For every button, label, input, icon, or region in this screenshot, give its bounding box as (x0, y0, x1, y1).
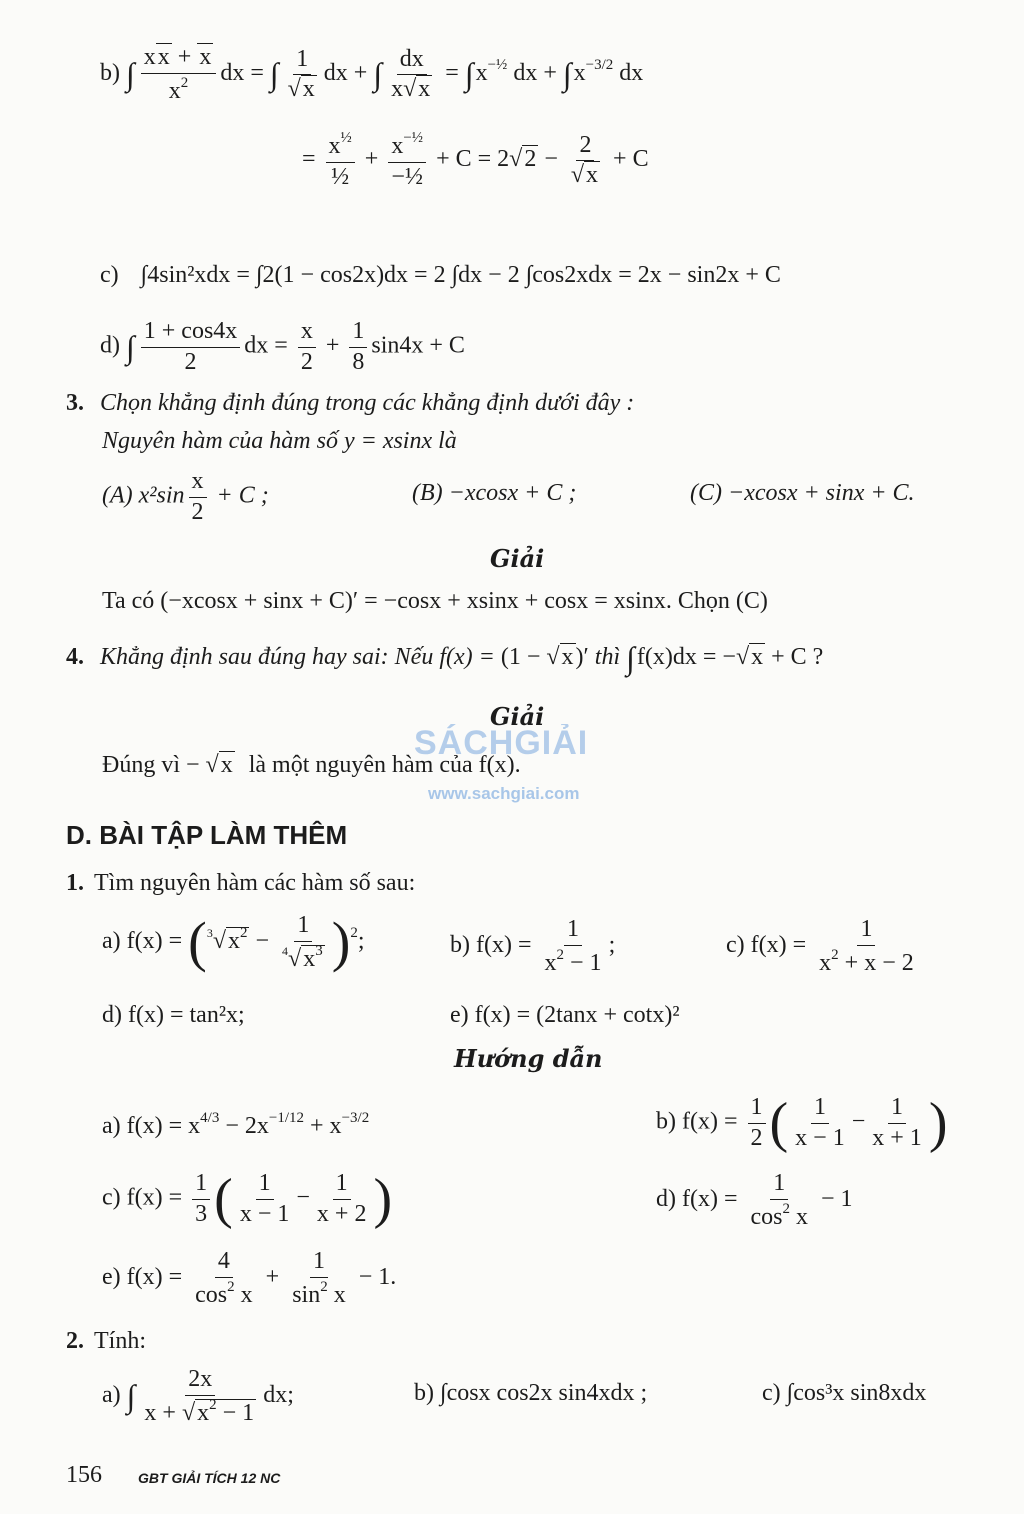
ex3-line1: Chọn khẳng định đúng trong các khẳng định dưới đây : (100, 390, 635, 416)
section-d-title: D. BÀI TẬP LÀM THÊM (66, 820, 348, 850)
ex3-option-c: (C) −xcosx + sinx + C. (690, 480, 915, 506)
ex2-d-label: d) (100, 332, 120, 359)
ex3-option-b: (B) −xcosx + C ; (412, 480, 577, 506)
fraction: $\frac{x^{\frac{1}{2}}}{\text{½}}$ (326, 130, 355, 191)
section-d-q1: 1. Tìm nguyên hàm các hàm số sau: (66, 870, 416, 896)
ex3-solution: Ta có (−xcosx + sinx + C)′ = −cosx + xsinx + cosx = xsinx. Chọn (C) (102, 588, 768, 614)
ex4-question: 4. Khẳng định sau đúng hay sai: Nếu f(x) = (1 − √x)′ thì ∫f(x)dx = −√x + C ? (66, 640, 824, 676)
book-title: GBT GIẢI TÍCH 12 NC (138, 1470, 281, 1486)
section-d-q2: 2. Tính: (66, 1328, 146, 1354)
fraction: $\frac{x}{2}$ (298, 318, 316, 376)
fraction: $\frac{1}{x^2 + x - 2}$ (819, 916, 914, 976)
fraction: $\frac{1}{3}$ (192, 1170, 210, 1228)
ex3-solution-heading: Giải (490, 544, 545, 573)
hint-b: b) f(x) = $\frac{1}{2}$ ( $\frac{1}{x - 1}$ − $\frac{1}{x + 1}$ ) (656, 1092, 948, 1155)
ex3-line2: Nguyên hàm của hàm số y = xsinx là (102, 428, 457, 454)
fraction: $\frac{x}{2}$ (189, 468, 207, 526)
hint-a: a) $f(x) = x^{4/3} - 2x^{-1/12} + x^{-3/2}$ (102, 1110, 370, 1139)
fraction: $\frac{dx}{x√x}$ (391, 45, 431, 103)
fraction: $\frac{1}{\sin^2 x}$ (292, 1248, 346, 1308)
ex2-b-line1: b) ∫ $\frac{xx + x}{x^2}$ dx = ∫ $\frac{1}{√x}$ dx + ∫ $\frac{dx}{x√x}$ = $\int x^{-\frac{1}{2}}$ dx + $\int x^{-3/2}$ dx (100, 44, 644, 104)
fraction: $\frac{1}{^4√x^3}$ (282, 912, 323, 972)
page-number: 156 (66, 1462, 102, 1488)
hint-c: c) f(x) = $\frac{1}{3}$ ( $\frac{1}{x - 1}$ − $\frac{1}{x + 2}$ ) (102, 1168, 393, 1231)
fraction: $\frac{1}{x + 2}$ (316, 1170, 367, 1227)
ex2-d: d) ∫ $\frac{1 + \cos 4x}{2}$ dx = $\frac{x}{2}$ + $\frac{1}{8}$ sin4x + C (100, 318, 465, 375)
fraction: $\frac{x^{-\frac{1}{2}}}{\text{−½}}$ (388, 130, 426, 191)
q1-b: b) f(x) = $\frac{1}{x^2 - 1}$ ; (450, 916, 616, 976)
q1-a: a) $f(x) = (^3√x^2$ − $\frac{1}{^4√x^3}$ )$^2$; (102, 911, 365, 974)
watermark-brand: SÁCHGIẢI (414, 724, 589, 762)
q1-d: d) f(x) = tan²x; (102, 1002, 245, 1028)
fraction: $\frac{1 + \cos 4x}{2}$ (141, 318, 241, 376)
ex4-number: 4. (66, 644, 84, 671)
q2-a: a) ∫ $\frac{2x}{x + √x^2 - 1}$ dx; (102, 1366, 294, 1426)
hint-heading: Hướng dẫn (454, 1044, 603, 1073)
q1-c: c) f(x) = $\frac{1}{x^2 + x - 2}$ (726, 916, 921, 977)
fraction: $\frac{1}{x - 1}$ (795, 1094, 845, 1151)
hint-d: d) f(x) = $\frac{1}{\cos^2 x}$ − 1 (656, 1170, 853, 1230)
ex2-c-label: c) (100, 262, 119, 288)
q1-e: e) f(x) = (2tanx + cotx)² (450, 1002, 680, 1028)
fraction: $\frac{1}{8}$ (349, 318, 367, 376)
fraction: $\frac{2}{√x}$ (570, 131, 599, 189)
fraction: $\frac{2x}{x + √x^2 - 1}$ (144, 1366, 255, 1426)
ex2-b-line2: = $\frac{x^{\frac{1}{2}}}{\text{½}}$ + $\frac{x^{-\frac{1}{2}}}{\text{−½}}$ + C = 2√2 − $\frac{2}{√x}$ + C (302, 130, 649, 190)
fraction: $\frac{4}{\cos^2 x}$ (195, 1248, 253, 1308)
watermark-url: www.sachgiai.com (428, 784, 580, 803)
ex3-option-a: (A) x²sin $\frac{x}{2}$ + C ; (102, 468, 269, 525)
fraction: $\frac{1}{2}$ (748, 1094, 766, 1152)
fraction: $\frac{1}{\cos^2 x}$ (750, 1170, 809, 1230)
fraction: $\frac{1}{x^2 - 1}$ (544, 916, 602, 976)
ex3-question (66, 390, 634, 417)
ex2-b-label: b) (100, 60, 120, 87)
ex2-c (100, 262, 781, 289)
fraction: $\frac{1}{x - 1}$ (239, 1170, 290, 1227)
ex3-number: 3. (66, 390, 84, 416)
ex4-solution: Đúng vì − √x là một nguyên hàm của f(x). (102, 752, 521, 778)
q2-c: c) ∫cos³x sin8xdx (762, 1380, 927, 1406)
q2-b: b) ∫cosx cos2x sin4xdx ; (414, 1380, 648, 1406)
fraction: $\frac{1}{√x}$ (287, 45, 315, 103)
ex4-text: Khẳng định sau đúng hay sai: Nếu f(x) = (100, 644, 495, 671)
ex4-solution-heading: Giải (490, 702, 545, 731)
hint-e: e) f(x) = $\frac{4}{\cos^2 x}$ + $\frac{1}{\sin^2 x}$ − 1. (102, 1248, 397, 1308)
ex2-c-expr: ∫4sin²xdx = ∫2(1 − cos2x)dx = 2 ∫dx − 2 ∫cos2xdx = 2x − sin2x + C (140, 262, 781, 288)
fraction: $\frac{xx + x}{x^2}$ (141, 44, 217, 105)
fraction: $\frac{1}{x + 1}$ (872, 1094, 922, 1151)
